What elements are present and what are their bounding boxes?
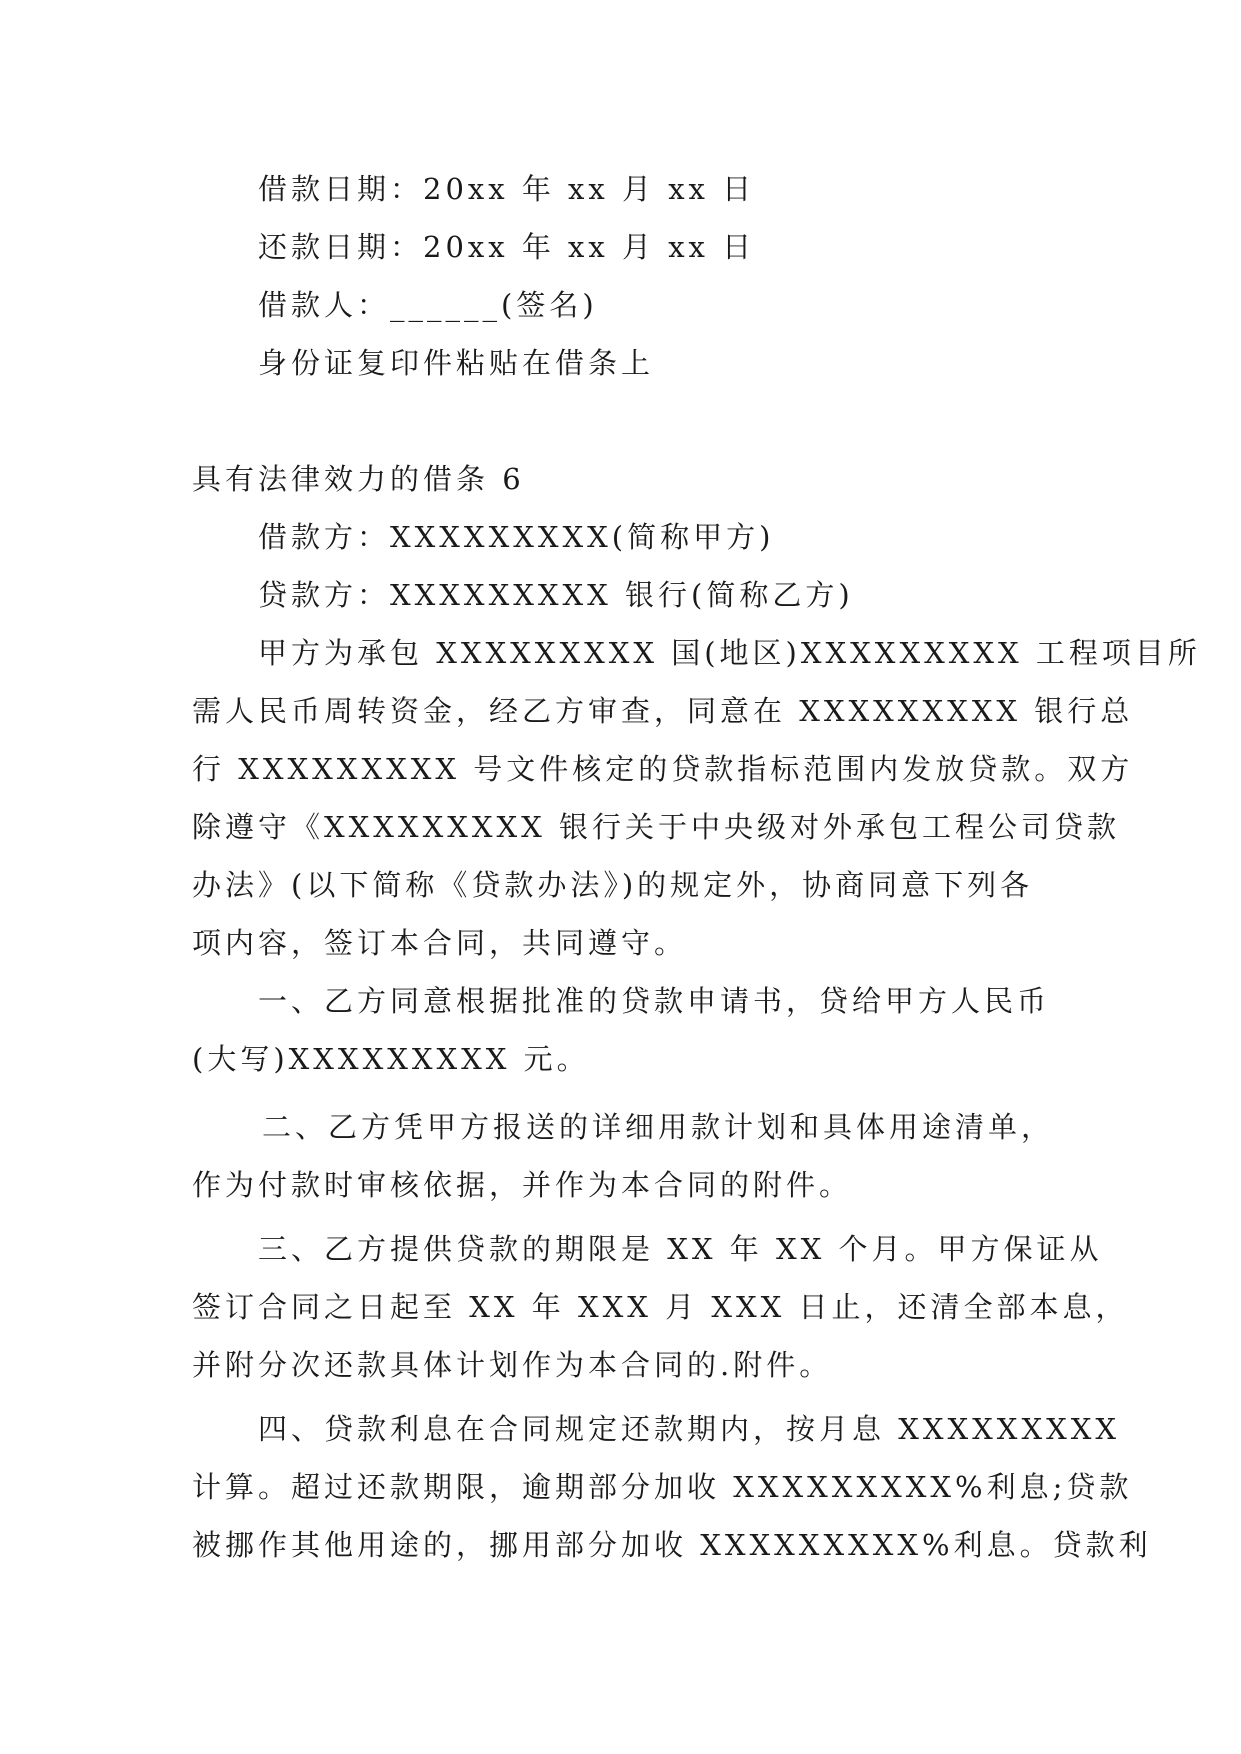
paragraph-line: 被挪作其他用途的，挪用部分加收 XXXXXXXXX%利息。贷款利 xyxy=(192,1528,1152,1562)
paragraph-line: 除遵守《XXXXXXXXX 银行关于中央级对外承包工程公司贷款 xyxy=(192,810,1121,844)
lender-party-line: 贷款方：XXXXXXXXX 银行(简称乙方) xyxy=(258,578,854,612)
id-copy-note: 身份证复印件粘贴在借条上 xyxy=(258,346,655,380)
paragraph-line: 计算。超过还款期限，逾期部分加收 XXXXXXXXX%利息;贷款 xyxy=(192,1470,1133,1504)
paragraph-line: 作为付款时审核依据，并作为本合同的附件。 xyxy=(192,1168,853,1202)
clause-two xyxy=(192,1098,1072,1214)
paragraph-line: 需人民币周转资金，经乙方审查，同意在 XXXXXXXXX 银行总 xyxy=(192,694,1134,728)
intro-paragraph xyxy=(192,624,1201,972)
borrow-date-line: 借款日期：20xx 年 xx 月 xx 日 xyxy=(258,172,756,206)
paragraph-line: 行 XXXXXXXXX 号文件核定的贷款指标范围内发放贷款。双方 xyxy=(192,752,1134,786)
section-title: 具有法律效力的借条 6 xyxy=(192,462,525,496)
paragraph-line: 办法》(以下简称《贷款办法》)的规定外，协商同意下列各 xyxy=(192,868,1034,902)
paragraph-line: 二、乙方凭甲方报送的详细用款计划和具体用途清单， xyxy=(262,1110,1055,1144)
clause-four xyxy=(192,1400,1152,1574)
paragraph-line: 项内容，签订本合同，共同遵守。 xyxy=(192,926,688,960)
paragraph-line: 并附分次还款具体计划作为本合同的.附件。 xyxy=(192,1348,833,1382)
paragraph-line: 一、乙方同意根据批准的贷款申请书，贷给甲方人民币 xyxy=(258,984,1051,1018)
borrower-signature-line: 借款人：______(签名) xyxy=(258,288,598,322)
document-body xyxy=(192,160,1201,1574)
repay-date-line: 还款日期：20xx 年 xx 月 xx 日 xyxy=(258,230,756,264)
paragraph-line: 三、乙方提供贷款的期限是 XX 年 XX 个月。甲方保证从 xyxy=(258,1232,1103,1266)
paragraph-line: 签订合同之日起至 XX 年 XXX 月 XXX 日止，还清全部本息， xyxy=(192,1290,1129,1324)
paragraph-line: (大写)XXXXXXXXX 元。 xyxy=(192,1042,590,1076)
paragraph-line: 甲方为承包 XXXXXXXXX 国(地区)XXXXXXXXX 工程项目所 xyxy=(258,636,1201,670)
clause-three xyxy=(192,1220,1129,1394)
borrower-party-line: 借款方：XXXXXXXXX(简称甲方) xyxy=(258,520,775,554)
paragraph-line: 四、贷款利息在合同规定还款期内，按月息 XXXXXXXXX xyxy=(258,1412,1121,1446)
clause-one xyxy=(192,972,1072,1088)
